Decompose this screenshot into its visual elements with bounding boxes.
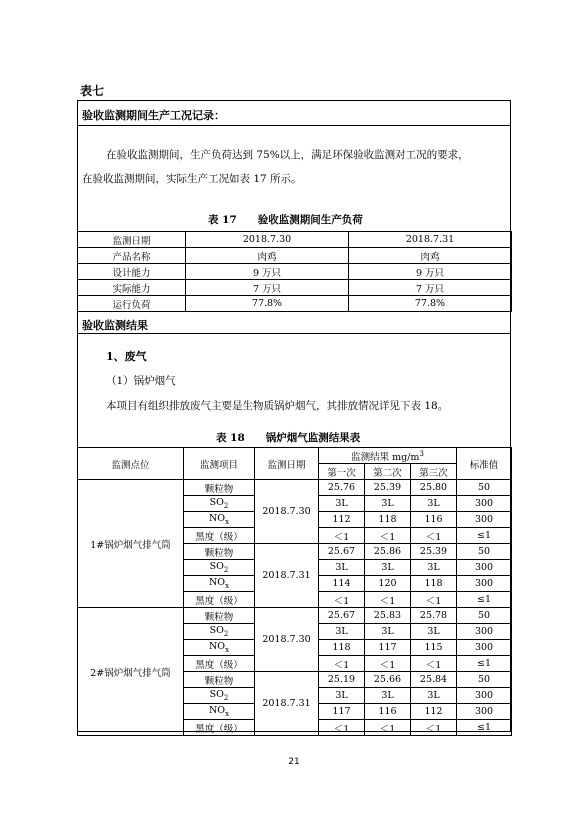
item-subscript: 2 bbox=[223, 693, 229, 702]
header-time-1: 第一次 bbox=[319, 464, 365, 480]
header-result bbox=[319, 448, 457, 464]
value-cell: ＜1 bbox=[365, 592, 411, 608]
value-cell: 3L bbox=[365, 496, 411, 512]
value-cell: 3L bbox=[411, 496, 457, 512]
divider bbox=[78, 125, 510, 126]
value-cell: ＜1 bbox=[411, 528, 457, 544]
item-cell bbox=[184, 576, 255, 592]
header-result-sup: 3 bbox=[419, 449, 424, 458]
standard-cell: 300 bbox=[457, 496, 512, 512]
table-row bbox=[78, 296, 512, 312]
value-cell: 25.66 bbox=[365, 672, 411, 688]
table-row bbox=[78, 280, 512, 296]
value-cell: 3L bbox=[365, 624, 411, 640]
table17-cell: 运行负荷 bbox=[78, 296, 186, 312]
item-label: NO bbox=[208, 641, 226, 653]
item-subscript: x bbox=[225, 517, 230, 526]
standard-cell: 50 bbox=[457, 672, 512, 688]
value-cell: 25.76 bbox=[319, 480, 365, 496]
value-cell: ＜1 bbox=[319, 592, 365, 608]
standard-cell: 300 bbox=[457, 624, 512, 640]
standard-cell: 300 bbox=[457, 704, 512, 720]
value-cell: 25.84 bbox=[411, 672, 457, 688]
subsection-title-exhaust: 1、废气 bbox=[106, 350, 147, 363]
item-label: NO bbox=[208, 577, 226, 589]
value-cell: 3L bbox=[319, 624, 365, 640]
section-title-production: 验收监测期间生产工况记录： bbox=[82, 109, 225, 122]
value-cell: 25.19 bbox=[319, 672, 365, 688]
value-cell: 25.67 bbox=[319, 544, 365, 560]
table17-header-cell: 2018.7.30 bbox=[186, 232, 349, 248]
value-cell: ＜1 bbox=[411, 656, 457, 672]
item-cell bbox=[184, 560, 255, 576]
item-label: SO bbox=[209, 689, 224, 701]
table17-cell: 7 万只 bbox=[349, 280, 512, 296]
table17-cell: 产品名称 bbox=[78, 248, 186, 264]
value-cell: ＜1 bbox=[411, 592, 457, 608]
value-cell: 25.83 bbox=[365, 608, 411, 624]
standard-cell: ≤1 bbox=[457, 528, 512, 544]
item-label: SO bbox=[209, 561, 224, 573]
table17-caption: 表 17 验收监测期间生产负荷 bbox=[208, 214, 363, 226]
monitoring-point-cell: 2#锅炉烟气排气筒 bbox=[78, 608, 184, 736]
value-cell: 115 bbox=[411, 640, 457, 656]
item-cell bbox=[184, 608, 255, 624]
item-label: 黑度（级） bbox=[195, 595, 243, 607]
value-cell: 116 bbox=[365, 704, 411, 720]
header-std: 标准值 bbox=[457, 448, 512, 480]
value-cell: 117 bbox=[319, 704, 365, 720]
table17-cell: 设计能力 bbox=[78, 264, 186, 280]
standard-cell: 50 bbox=[457, 608, 512, 624]
item-label: 黑度（级） bbox=[195, 531, 243, 543]
value-cell: 117 bbox=[365, 640, 411, 656]
standard-cell: 50 bbox=[457, 544, 512, 560]
table17-cell: 77.8% bbox=[186, 296, 349, 312]
table17-cell: 9 万只 bbox=[186, 264, 349, 280]
table17-cell: 肉鸡 bbox=[349, 248, 512, 264]
table-row bbox=[78, 248, 512, 264]
header-time-3: 第三次 bbox=[411, 464, 457, 480]
value-cell: 3L bbox=[411, 560, 457, 576]
item-cell bbox=[184, 688, 255, 704]
item-label: NO bbox=[208, 705, 226, 717]
value-cell: ＜1 bbox=[319, 528, 365, 544]
page-number: 21 bbox=[288, 757, 300, 767]
value-cell: 120 bbox=[365, 576, 411, 592]
paragraph-boiler: 本项目有组织排放废气主要是生物质锅炉烟气，其排放情况详见下表 18。 bbox=[106, 400, 449, 412]
table-production-load bbox=[77, 231, 512, 312]
item-label: 颗粒物 bbox=[204, 675, 234, 687]
value-cell: 25.39 bbox=[365, 480, 411, 496]
item-cell bbox=[184, 640, 255, 656]
header-time-2: 第二次 bbox=[365, 464, 411, 480]
table18-caption: 表 18 锅炉烟气监测结果表 bbox=[216, 432, 361, 444]
value-cell: 3L bbox=[365, 560, 411, 576]
table17-cell: 9 万只 bbox=[349, 264, 512, 280]
standard-cell: ≤1 bbox=[457, 592, 512, 608]
item-label: 颗粒物 bbox=[204, 611, 234, 623]
item-subscript: x bbox=[225, 645, 230, 654]
value-cell: 3L bbox=[319, 688, 365, 704]
standard-cell: 300 bbox=[457, 640, 512, 656]
item-cell bbox=[184, 704, 255, 720]
header-item: 监测项目 bbox=[184, 448, 255, 480]
value-cell: 118 bbox=[365, 512, 411, 528]
standard-cell: 300 bbox=[457, 576, 512, 592]
value-cell: 25.78 bbox=[411, 608, 457, 624]
value-cell: 25.39 bbox=[411, 544, 457, 560]
standard-cell: ≤1 bbox=[457, 656, 512, 672]
item-cell bbox=[184, 528, 255, 544]
standard-cell: 300 bbox=[457, 688, 512, 704]
item-cell bbox=[184, 720, 255, 736]
item-cell bbox=[184, 512, 255, 528]
value-cell: ＜1 bbox=[365, 528, 411, 544]
divider bbox=[78, 333, 510, 334]
item-subscript: 2 bbox=[223, 501, 229, 510]
value-cell: 116 bbox=[411, 512, 457, 528]
date-cell: 2018.7.31 bbox=[255, 672, 319, 736]
item-subscript: x bbox=[225, 709, 230, 718]
table17-cell: 实际能力 bbox=[78, 280, 186, 296]
table17-header-cell: 监测日期 bbox=[78, 232, 186, 248]
item-subscript: x bbox=[225, 581, 230, 590]
content-frame bbox=[77, 100, 511, 735]
value-cell: 118 bbox=[319, 640, 365, 656]
item-label: NO bbox=[208, 513, 226, 525]
value-cell: 25.67 bbox=[319, 608, 365, 624]
value-cell: 112 bbox=[411, 704, 457, 720]
item-cell bbox=[184, 672, 255, 688]
subsection-title-boiler: （1）锅炉烟气 bbox=[106, 375, 176, 387]
item-cell bbox=[184, 624, 255, 640]
value-cell: 25.86 bbox=[365, 544, 411, 560]
section-title-results: 验收监测结果 bbox=[82, 319, 148, 332]
table17-header-cell: 2018.7.31 bbox=[349, 232, 512, 248]
monitoring-point-cell: 1#锅炉烟气排气筒 bbox=[78, 480, 184, 608]
table-row bbox=[78, 608, 512, 624]
value-cell: ＜1 bbox=[365, 656, 411, 672]
table-boiler-results bbox=[77, 447, 512, 736]
item-cell bbox=[184, 496, 255, 512]
date-cell: 2018.7.30 bbox=[255, 608, 319, 672]
standard-cell: 300 bbox=[457, 512, 512, 528]
item-cell bbox=[184, 656, 255, 672]
table17-cell: 77.8% bbox=[349, 296, 512, 312]
table-row bbox=[78, 232, 512, 248]
header-date: 监测日期 bbox=[255, 448, 319, 480]
item-label: 颗粒物 bbox=[204, 483, 234, 495]
item-subscript: 2 bbox=[223, 565, 229, 574]
value-cell: ＜1 bbox=[365, 720, 411, 736]
item-subscript: 2 bbox=[223, 629, 229, 638]
date-cell: 2018.7.30 bbox=[255, 480, 319, 544]
standard-cell: 300 bbox=[457, 560, 512, 576]
standard-cell: ≤1 bbox=[457, 720, 512, 736]
value-cell: 112 bbox=[319, 512, 365, 528]
value-cell: 3L bbox=[365, 688, 411, 704]
value-cell: ＜1 bbox=[411, 720, 457, 736]
paragraph-line-2: 在验收监测期间，实际生产工况如表 17 所示。 bbox=[82, 173, 302, 185]
value-cell: ＜1 bbox=[319, 656, 365, 672]
paragraph-line-1: 在验收监测期间，生产负荷达到 75%以上，满足环保验收监测对工况的要求， bbox=[106, 149, 469, 161]
table17-cell: 肉鸡 bbox=[186, 248, 349, 264]
item-label: SO bbox=[209, 497, 224, 509]
value-cell: 3L bbox=[319, 496, 365, 512]
item-cell bbox=[184, 592, 255, 608]
item-label: 黑度（级） bbox=[195, 723, 243, 735]
table-row bbox=[78, 264, 512, 280]
item-label: 黑度（级） bbox=[195, 659, 243, 671]
value-cell: 114 bbox=[319, 576, 365, 592]
item-cell bbox=[184, 480, 255, 496]
header-point: 监测点位 bbox=[78, 448, 184, 480]
value-cell: ＜1 bbox=[319, 720, 365, 736]
value-cell: 3L bbox=[411, 624, 457, 640]
value-cell: 118 bbox=[411, 576, 457, 592]
date-cell: 2018.7.31 bbox=[255, 544, 319, 608]
item-cell bbox=[184, 544, 255, 560]
value-cell: 3L bbox=[411, 688, 457, 704]
header-result-label: 监测结果 mg/m bbox=[351, 451, 420, 463]
table17-cell: 7 万只 bbox=[186, 280, 349, 296]
value-cell: 25.80 bbox=[411, 480, 457, 496]
item-label: 颗粒物 bbox=[204, 547, 234, 559]
page-label: 表七 bbox=[80, 84, 105, 98]
standard-cell: 50 bbox=[457, 480, 512, 496]
table-row bbox=[78, 480, 512, 496]
item-label: SO bbox=[209, 625, 224, 637]
value-cell: 3L bbox=[319, 560, 365, 576]
